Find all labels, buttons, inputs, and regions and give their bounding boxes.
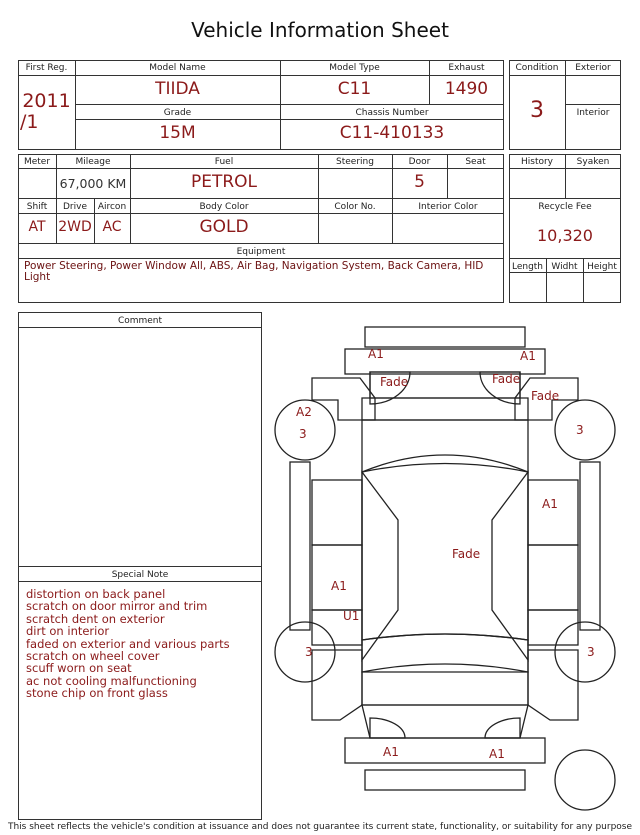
first-reg-label: First Reg. [25,63,68,73]
mark-rear-right-bumper: A1 [489,747,505,761]
disclaimer-footer: This sheet reflects the vehicle's condition at issuance and does not guarantee its current state, functionality, or suitability for any purpose [7,822,633,832]
windshield [362,420,528,472]
recycle-fee-value: 10,320 [537,226,593,245]
drive-label: Drive [63,202,87,212]
exterior-label: Exterior [575,63,611,73]
right-door-front [528,545,578,610]
aircon-value: AC [102,219,122,235]
sheet-title: Vehicle Information Sheet [191,18,449,42]
fuel-label: Fuel [214,157,234,167]
syaken-label: Syaken [576,157,610,167]
mark-front-left-wheel: 3 [299,427,307,441]
model-type-label: Model Type [329,63,380,73]
color-no-label: Color No. [334,202,376,212]
meter-label: Meter [23,157,51,167]
special-note-item: scratch on door mirror and trim [26,599,208,614]
left-step-bar [290,462,310,630]
special-note-item: scuff worn on seat [26,661,132,676]
condition-label: Condition [515,63,559,73]
front-bumper-top [365,327,525,347]
roof [362,464,528,641]
mark-front-right-bumper: A1 [520,349,536,363]
drive-value: 2WD [58,219,92,235]
steering-label: Steering [336,157,374,167]
mark-rear-right-wheel: 3 [587,645,595,659]
mark-front-right-fender: Fade [531,389,560,403]
left-door-front [312,545,362,610]
first-reg-month: /1 [20,111,39,133]
front-left-fender [312,378,375,420]
interior-label: Interior [576,108,610,118]
rear-right-fender [528,650,578,720]
comment-label: Comment [117,316,163,326]
mark-right-door: A1 [542,497,558,511]
mark-front-left-wheel-code: A2 [296,405,312,419]
exhaust-label: Exhaust [448,63,485,73]
mark-roof: Fade [452,547,481,561]
special-note-item: ac not cooling malfunctioning [26,673,197,688]
shift-label: Shift [26,202,48,212]
special-note-item: scratch dent on exterior [26,611,165,626]
special-note-item: stone chip on front glass [26,686,168,701]
model-name-label: Model Name [149,63,206,73]
mark-front-right-wheel: 3 [576,423,584,437]
mark-hood-right: Fade [492,372,521,386]
door-label: Door [408,157,431,167]
rear-window [362,634,528,672]
mark-rear-left-bumper: A1 [383,745,399,759]
front-right-wheel [555,400,615,460]
grade-label: Grade [163,108,192,118]
height-label: Height [587,262,617,272]
special-note-item: faded on exterior and various parts [26,636,230,651]
chassis-number-value: C11-410133 [339,123,445,143]
rear-right-wheel [555,622,615,682]
equipment-value: Power Steering, Power Window All, ABS, Air Bag, Navigation System, Back Camera, HID Light [24,260,484,283]
special-note-item: dirt on interior [26,624,110,639]
rear-bumper-bottom [365,770,525,790]
mark-left-door-a: A1 [331,579,347,593]
model-type-value: C11 [337,79,372,99]
right-step-bar [580,462,600,630]
seat-label: Seat [465,157,486,167]
length-label: Length [511,262,544,272]
rear-lid [362,705,528,738]
special-note-item: distortion on back panel [26,587,166,601]
mileage-label: Mileage [75,157,111,167]
interior-color-label: Interior Color [418,202,478,212]
rear-bumper [345,738,545,763]
grade-value: 15M [159,123,196,143]
history-label: History [520,157,554,167]
body-color-label: Body Color [199,202,249,212]
exhaust-value: 1490 [444,79,489,99]
left-a-pillar [362,472,398,660]
taillight-right [485,718,520,738]
car-damage-diagram [268,318,628,818]
special-note-item: scratch on wheel cover [26,649,160,664]
model-name-value: TIIDA [155,79,200,99]
door-value: 5 [414,172,425,192]
mark-left-door-u: U1 [343,609,360,623]
shift-value: AT [28,219,46,235]
rear-left-fender [312,650,362,720]
chassis-number-label: Chassis Number [355,108,429,118]
first-reg-year: 2011 [22,90,71,112]
special-note-list [26,588,258,700]
recycle-fee-label: Recycle Fee [538,202,592,212]
fuel-value: PETROL [190,172,258,192]
body-color-value: GOLD [199,217,249,237]
aircon-label: Aircon [97,202,127,212]
special-note-label: Special Note [111,570,169,580]
taillight-left [370,718,405,738]
mark-hood-left: Fade [380,375,409,389]
spare-wheel [555,750,615,810]
mark-front-left-bumper: A1 [368,347,384,361]
right-door-rear [528,610,578,645]
trunk [362,672,528,705]
width-label: Widht [551,262,578,272]
equipment-label: Equipment [236,247,286,257]
condition-value: 3 [530,98,544,123]
mark-rear-left-wheel: 3 [305,645,313,659]
mileage-value: 67,000 KM [59,176,127,191]
right-fender-panel [528,480,578,545]
right-a-pillar [492,472,528,660]
left-fender-panel [312,480,362,545]
